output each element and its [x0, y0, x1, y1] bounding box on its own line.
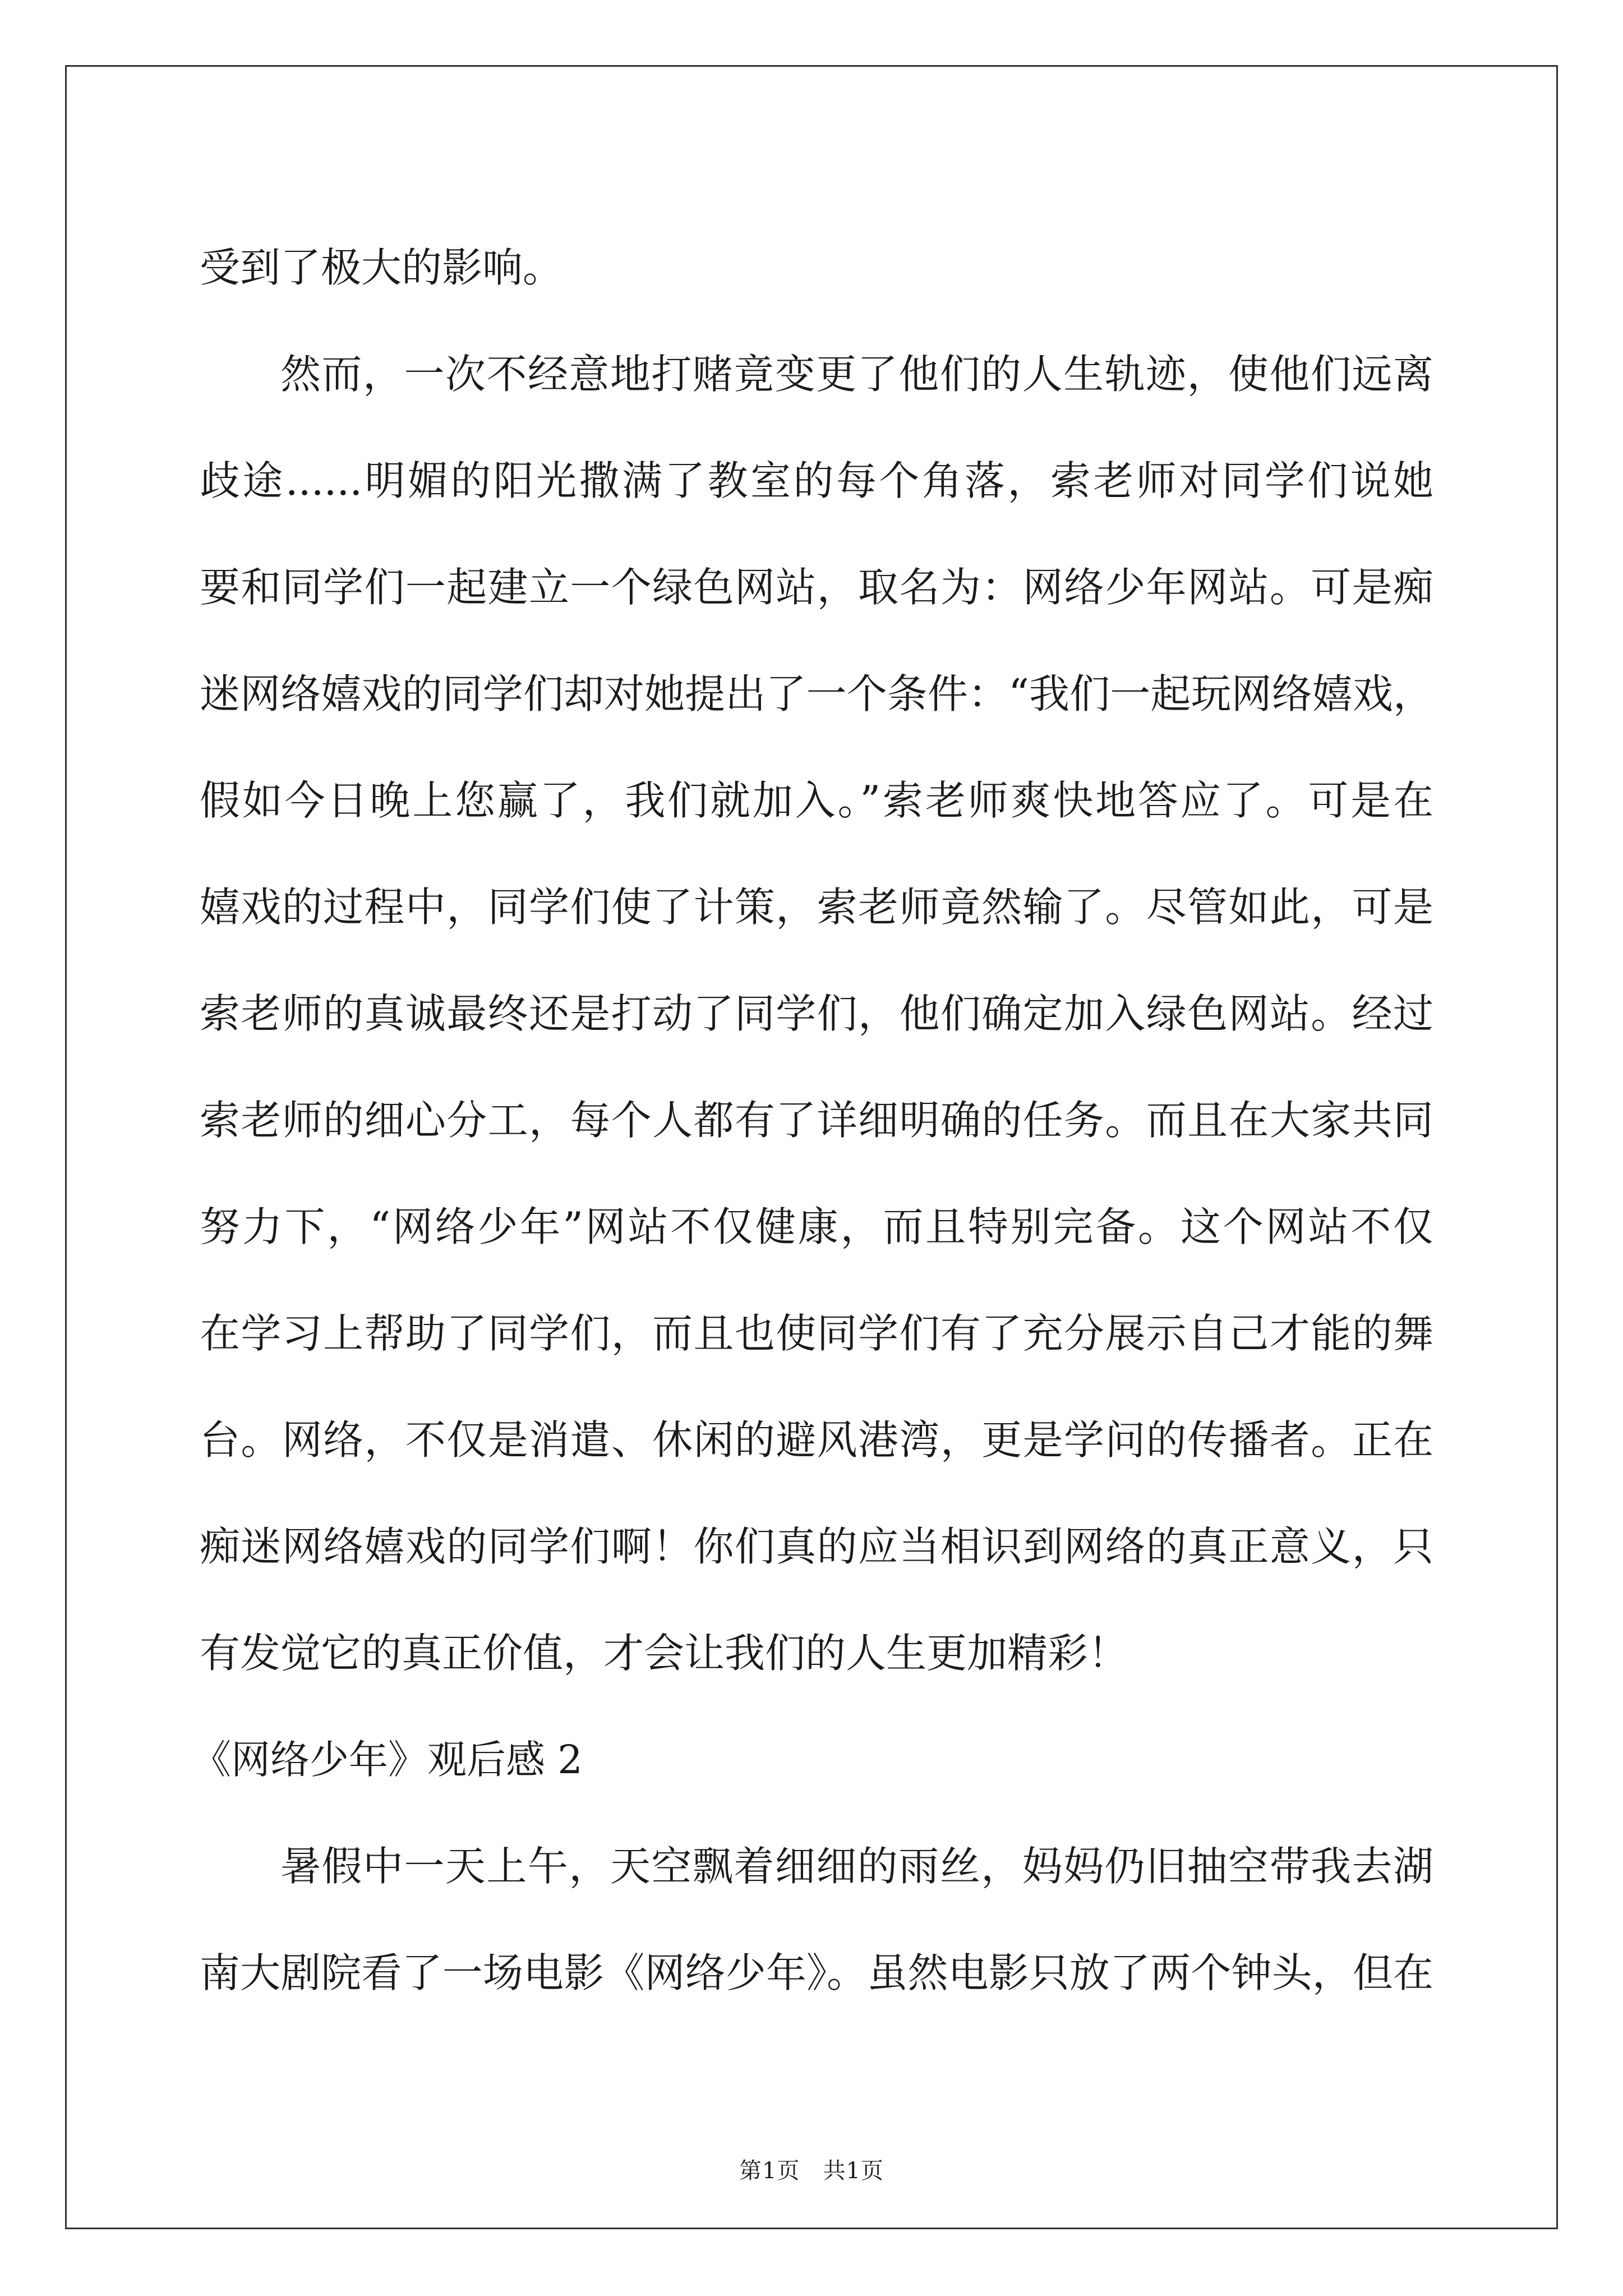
paragraph-start-line: 然而，一次不经意地打赌竟变更了他们的人生轨迹，使他们远离 — [280, 351, 1433, 398]
text-line: 有发觉它的真正价值，才会让我们的人生更加精彩！ — [200, 1630, 1129, 1677]
text-line: 受到了极大的影响。 — [200, 244, 564, 291]
section-heading: 《网络少年》观后感 2 — [192, 1737, 583, 1783]
text-line: 在学习上帮助了同学们，而且也使同学们有了充分展示自己才能的舞 — [200, 1310, 1433, 1357]
text-line: 痴迷网络嬉戏的同学们啊！你们真的应当相识到网络的真正意义，只 — [200, 1523, 1433, 1570]
paragraph-start-line: 暑假中一天上午，天空飘着细细的雨丝，妈妈仍旧抽空带我去湖 — [280, 1843, 1433, 1890]
text-line: 努力下，“网络少年”网站不仅健康，而且特别完备。这个网站不仅 — [200, 1203, 1433, 1250]
text-line: 南大剧院看了一场电影《网络少年》。虽然电影只放了两个钟头，但在 — [200, 1949, 1433, 1996]
text-line: 迷网络嬉戏的同学们却对她提出了一个条件：“我们一起玩网络嬉戏， — [200, 670, 1433, 717]
text-line: 嬉戏的过程中，同学们使了计策，索老师竟然输了。尽管如此，可是 — [200, 884, 1433, 931]
text-line: 索老师的细心分工，每个人都有了详细明确的任务。而且在大家共同 — [200, 1097, 1433, 1144]
document-body — [192, 214, 1433, 2026]
text-line: 要和同学们一起建立一个绿色网站，取名为：网络少年网站。可是痴 — [200, 564, 1433, 611]
page-footer: 第1页 共1页 — [739, 2158, 884, 2184]
text-line: 歧途......明媚的阳光撒满了教室的每个角落，索老师对同学们说她 — [200, 457, 1433, 504]
text-line: 假如今日晚上您赢了，我们就加入。”索老师爽快地答应了。可是在 — [200, 777, 1433, 824]
text-line: 台。网络，不仅是消遣、休闲的避风港湾，更是学问的传播者。正在 — [200, 1416, 1433, 1464]
text-line: 索老师的真诚最终还是打动了同学们，他们确定加入绿色网站。经过 — [200, 990, 1433, 1037]
